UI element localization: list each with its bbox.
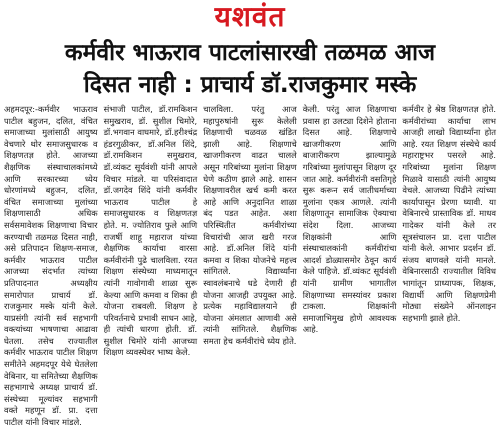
article-column-4 [303,104,397,396]
column-text: केली. परंतु आज शिक्षणाचा प्रवास हा उलट्या दिशेने होताना दिसत आहे. शिक्षणाचे खाजगीकरण आणि बाजारीकरण झाल्यामुळे गरिबांच्या मुलांपासून शिक्षण दूर जात आहे. कर्मवीरांनी वसतिगृहे सुरू करून सर्व जातीधर्माच्या मुलांना एकत्र आणले. त्यांनी शिक्षणातून सामाजिक ऐक्याचा संदेश दिला. आजच्या शिक्षकांनी आणि संस्थाचालकांनी कर्मवीरांचा आदर्श डोळ्यासमोर ठेवून कार्य केले पाहिजे. डॉ.व्यंकट सूर्यवंशी यांनी ग्रामीण भागातील शिक्षणाच्या समस्यांवर प्रकाश टाकला. शिक्षकांनी समाजाभिमुख होणे आवश्यक आहे. [302,104,397,335]
newspaper-title: यशवंत [214,0,286,33]
article-column-1 [4,104,98,428]
column-text: अहमदपूर:-कर्मवीर भाऊराव पाटील बहुजन, दलित, वंचित समाजाच्या मुलांसाठी आयुष्य वेचणारे थोर समाजसुधारक व शिक्षणतज्ञ होते. आजच्या शैक्षणिक संस्थाचालकांमध्ये आणि सरकारच्या ध्येय धोरणांमध्ये बहुजन, दलित, वंचित समाजाच्या मुलांच्या शिक्षणासाठी अधिक सर्वसमावेशक शिक्षणाचा विचार करण्याची तळमळ दिसत नाही, असे प्रतिपादन शिक्षण-समाज, कर्मवीर भाऊराव पाटील आजच्या संदर्भात त्यांच्या प्रतिपादनात अध्यक्षीय समारोपात प्राचार्य डॉ. राजकुमार मस्के यांनी केले. याप्रसंगी त्यांनी सर्व सहभागी वक्त्यांच्या भाषणाचा आढावा घेतला. तसेच राज्यातील कर्मवीर भाऊराव पाटील शिक्षण समीतेने अहमदपूर येथे घेतलेला वेबिनार, या समितेच्या शैक्षणिक सहभागाचे अध्यक्ष प्राचार्य डॉ. संस्थेच्या मूल्यांवर सहभागी वक्ते महणून डॉ. प्रा. दत्ता पाटील यांनी विचार मांडले. [4,104,98,428]
headline-line-2: दिसत नाही : प्राचार्य डॉ.राजकुमार मस्के [83,72,417,98]
column-text: संभाजी पाटील, डॉ.रामकिशन समुखराव, डॉ. सुशील चिमोरे, डॉ.भगवान वाघमारे, डॉ.हरीश्चंद्र हंडरगुळीकर, डॉ.अनिल शिंदे, डॉ.रामकिशन समुखराव, डॉ.व्यंकट सूर्यवंशी यांनी आपले विचार मांडले. या परिसंवादात डॉ.जगदेव शिंदे यांनी कर्मवीर भाऊराव पाटील हे समाजसुधारक व शिक्षणतज्ञ होते. म. ज्योतिराव फुले आणि राजर्षी शाहू महाराज यांच्या शैक्षणिक कार्याचा वारसा कर्मवीरांनी पुढे चालविला. रयत शिक्षण संस्थेच्या माध्यमातून त्यांनी गावोगावी शाळा सुरू केल्या आणि कमवा व शिका ही योजना राबवली. शिक्षण हे परिवर्तनाचे प्रभावी साधन आहे, ही त्यांची धारणा होती. डॉ. सुशील चिमोरे यांनी आजच्या शिक्षण व्यवस्थेवर भाष्य केले. [103,104,198,358]
column-text: कर्मवीर हे श्रेष्ठ शिक्षणतज्ञ होते. कर्मवीरांच्या कार्याचा लाभ आजही लाखो विद्यार्थ्यांना होत आहे. रयत शिक्षण संस्थेचे कार्य महाराष्ट्रभर पसरले आहे. गरिबांच्या मुलांना शिक्षण मिळावे यासाठी त्यांनी आयुष्य वेचले. आजच्या पिढीने त्यांच्या कार्यापासून प्रेरणा घ्यावी. या वेबिनारचे प्रास्ताविक डॉ. माधव गादेकर यांनी केले तर सूत्रसंचालन प्रा. दत्ता पाटील यांनी केले. आभार प्रदर्शन डॉ. संजय बाणवले यांनी मानले. वेबिनारसाठी राज्यातील विविध भागांतून प्राध्यापक, शिक्षक, विद्यार्थी आणि शिक्षणप्रेमी मोठ्या संख्येने ऑनलाइन सहभागी झाले होते. [402,104,496,323]
masthead [0,0,500,36]
headline-line-1: कर्मवीर भाऊराव पाटलांसारखी तळमळ आज [64,40,436,66]
article-column-2 [104,104,198,396]
article-body [4,104,496,428]
column-text: चालविला. परंतु आज महापुरुषांनी सुरू केलेली शिक्षणाची चळवळ खंडित झाली आहे. शिक्षणाचे खाजगीकरण वाढत चालले असून गरिबांच्या मुलांना शिक्षण घेणे कठीण झाले आहे. शासन शिक्षणावरील खर्च कमी करत आहे आणि अनुदानित शाळा बंद पडत आहेत. अशा परिस्थितीत कर्मवीरांच्या विचारांची आज खरी गरज आहे. डॉ.अनिल शिंदे यांनी कमवा व शिका योजनेचे महत्त्व सांगितले. विद्यार्थ्यांना स्वावलंबनाचे धडे देणारी ही योजना आजही उपयुक्त आहे. प्रत्येक महाविद्यालयाने ही योजना अंमलात आणावी असे त्यांनी सांगितले. शैक्षणिक समता हेच कर्मवीरांचे ध्येय होते. [203,104,297,346]
article-column-3 [203,104,297,396]
article-column-5 [402,104,496,396]
